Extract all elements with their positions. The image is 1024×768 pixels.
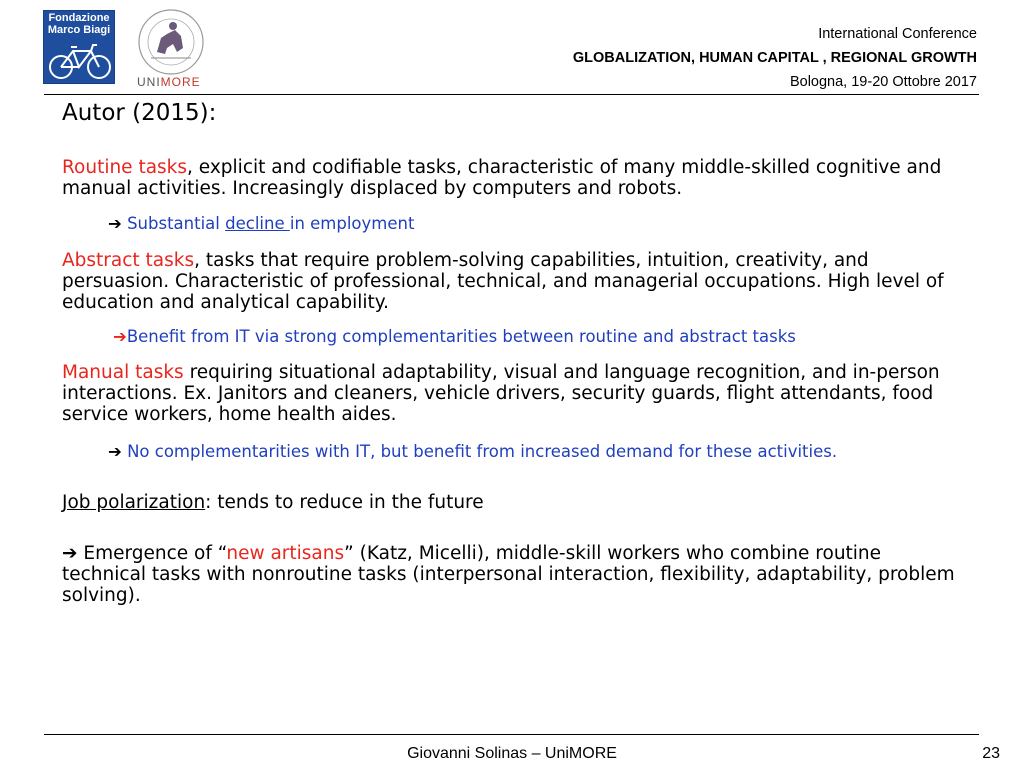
new-artisans-pre: Emergence of “ (77, 543, 227, 564)
arrow-right-icon: ➔ (62, 543, 78, 564)
university-seal-icon (137, 8, 205, 76)
job-polarization-paragraph (62, 492, 962, 513)
routine-note-post: in employment (289, 214, 415, 233)
conference-title: GLOBALIZATION, HUMAN CAPITAL , REGIONAL GROWTH (572, 50, 977, 66)
manual-tasks-label: Manual tasks (62, 362, 184, 383)
routine-tasks-label: Routine tasks (62, 157, 188, 178)
manual-tasks-paragraph (62, 362, 962, 425)
job-polarization-label: Job polarization (62, 492, 206, 513)
header-divider (44, 94, 979, 95)
routine-tasks-note (108, 214, 414, 233)
slide-title: Autor (2015): (62, 100, 217, 126)
job-polarization-text: : tends to reduce in the future (205, 492, 484, 513)
unimore-text-more: MORE (160, 75, 201, 89)
conference-location-date: Bologna, 19-20 Ottobre 2017 (789, 74, 977, 90)
conference-line1: International Conference (818, 26, 977, 42)
bicycle-icon (47, 41, 113, 81)
new-artisans-label: new artisans (226, 543, 345, 564)
footer-author: Giovanni Solinas – UniMORE (407, 745, 617, 762)
abstract-note-text: Benefit from IT via strong complementarities between routine and abstract tasks (126, 327, 796, 346)
abstract-tasks-text: , tasks that require problem-solving capabilities, intuition, creativity, and persuasion. Characteristic of professional, technical, and managerial occupations. High level of education and analytical capability. (62, 250, 944, 313)
fondazione-marco-biagi-logo (43, 10, 115, 84)
new-artisans-post: ” (Katz, Micelli), middle-skill workers who combine routine technical tasks with nonroutine tasks (interpersonal interaction, flexibility, adaptability, problem solving). (62, 543, 955, 606)
manual-note-text: No complementarities with IT, but benefit from increased demand for these activities. (127, 442, 838, 461)
unimore-logo (137, 75, 201, 89)
routine-tasks-text: , explicit and codifiable tasks, characteristic of many middle-skilled cognitive and manual activities. Increasingly displaced by computers and robots. (62, 157, 942, 199)
unimore-text-uni: UNI (137, 75, 161, 89)
page-number: 23 (982, 745, 1000, 762)
manual-tasks-text: requiring situational adaptability, visual and language recognition, and in-person interactions. Ex. Janitors and cleaners, vehicle drivers, security guards, flight attendants, food service workers, home health aides. (62, 362, 940, 425)
conference-header (573, 22, 977, 94)
new-artisans-paragraph (62, 543, 962, 606)
logo-text-line1: Fondazione (48, 12, 110, 24)
abstract-tasks-paragraph (62, 250, 962, 313)
routine-note-pre: Substantial (127, 214, 226, 233)
arrow-right-icon: ➔ (113, 327, 127, 346)
arrow-right-icon: ➔ (108, 214, 122, 233)
arrow-right-icon: ➔ (108, 442, 122, 461)
abstract-tasks-label: Abstract tasks (62, 250, 195, 271)
routine-note-link[interactable]: decline (225, 214, 290, 233)
abstract-tasks-note (113, 327, 796, 346)
routine-tasks-paragraph (62, 157, 962, 199)
logo-text-line2: Marco Biagi (47, 24, 111, 36)
manual-tasks-note (108, 442, 837, 461)
footer-divider (44, 734, 979, 735)
